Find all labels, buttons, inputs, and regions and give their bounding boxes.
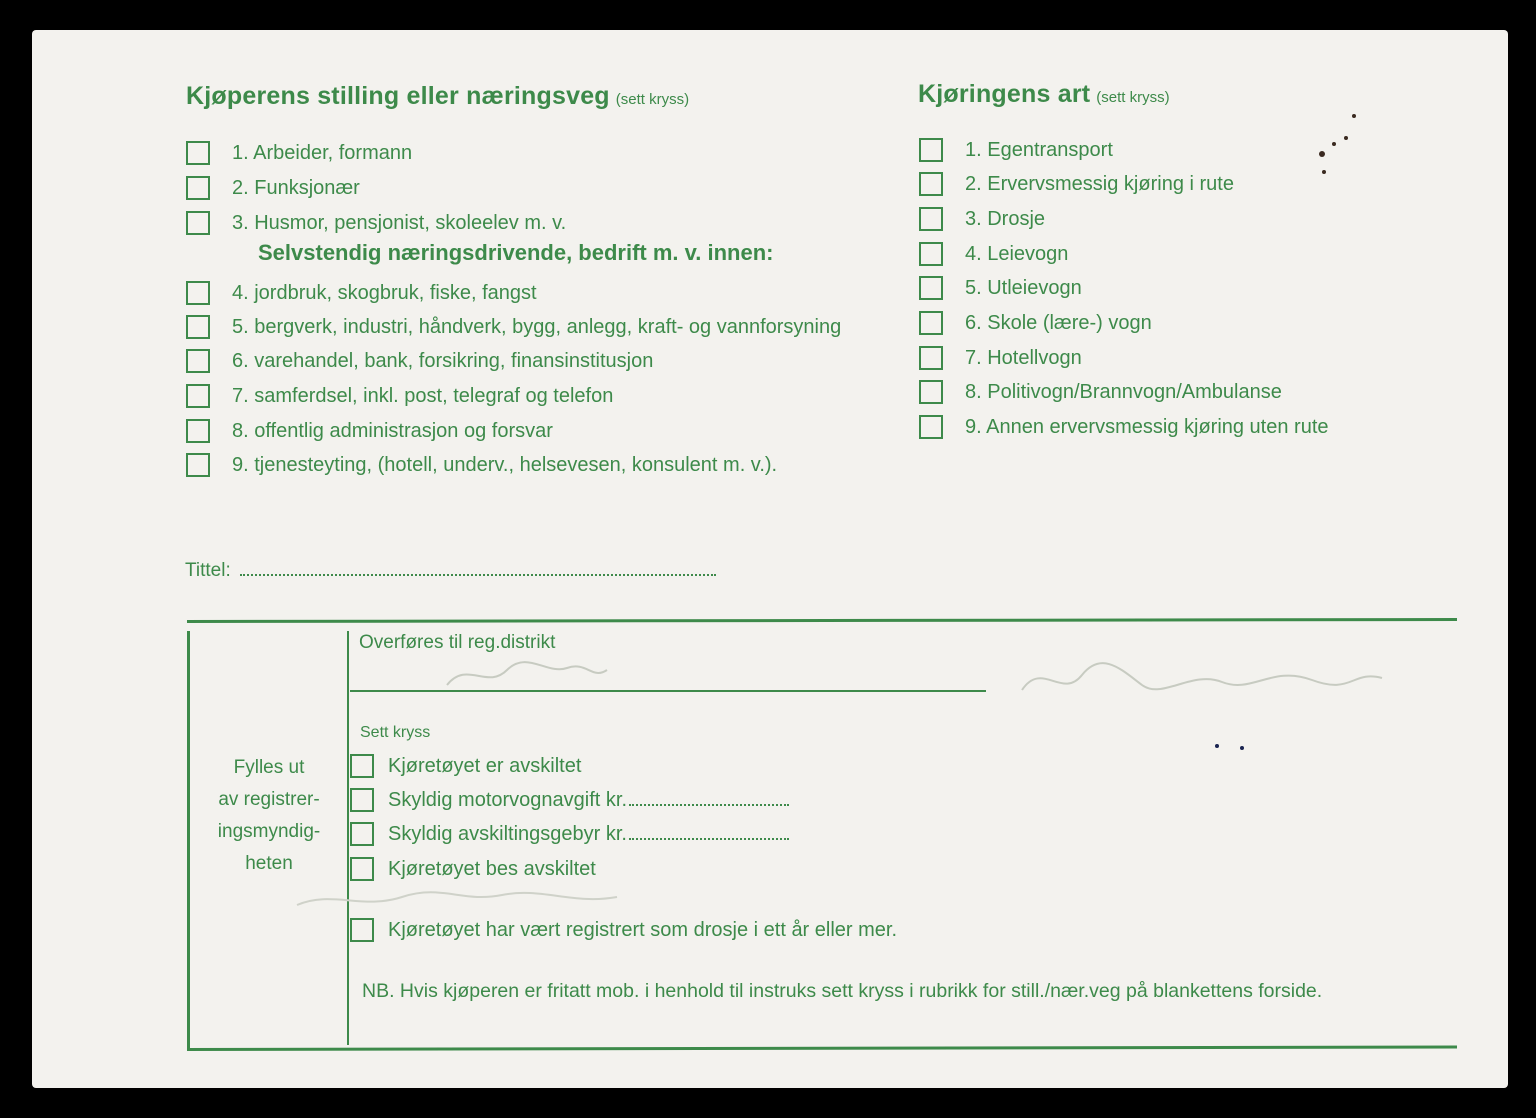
tittel-dotted-line[interactable]	[240, 574, 716, 576]
left-item[interactable]	[186, 312, 841, 342]
side-label-line: av registrer-	[218, 789, 320, 810]
checkbox[interactable]	[186, 419, 210, 443]
right-item[interactable]	[919, 169, 1234, 199]
checkbox[interactable]	[186, 141, 210, 165]
left-item[interactable]	[186, 138, 412, 168]
left-heading	[186, 82, 689, 111]
right-item-label: 2. Ervervsmessig kjøring i rute	[965, 172, 1234, 195]
left-item[interactable]	[186, 416, 553, 446]
left-item-label: 2. Funksjonær	[232, 176, 360, 199]
checkbox[interactable]	[919, 242, 943, 266]
check-item[interactable]	[350, 915, 897, 945]
box-bottom-border	[187, 1046, 1457, 1051]
left-item-label: 4. jordbruk, skogbruk, fiske, fangst	[232, 281, 537, 304]
side-label-line: ingsmyndig-	[217, 821, 321, 842]
nb-note: NB. Hvis kjøperen er fritatt mob. i henhold til instruks sett kryss i rubrikk for still./nær.veg på blankettens forside.	[362, 980, 1323, 1002]
avskiltingsgebyr-input[interactable]	[629, 838, 789, 840]
checkbox[interactable]	[350, 918, 374, 942]
bleed-through-handwriting	[442, 650, 612, 700]
left-heading-note: (sett kryss)	[615, 91, 690, 108]
left-item[interactable]	[186, 346, 653, 376]
checkbox[interactable]	[186, 176, 210, 200]
right-item-label: 4. Leievogn	[965, 242, 1069, 265]
right-heading	[918, 80, 1170, 109]
check-label: Kjøretøyet er avskiltet	[388, 754, 582, 777]
right-item[interactable]	[919, 135, 1113, 165]
checkbox[interactable]	[350, 822, 374, 846]
bleed-through-handwriting	[1012, 640, 1392, 710]
right-item[interactable]	[919, 239, 1068, 269]
right-item-label: 1. Egentransport	[965, 138, 1113, 161]
checkbox[interactable]	[919, 207, 943, 231]
left-item-label: 5. bergverk, industri, håndverk, bygg, anlegg, kraft- og vannforsyning	[232, 315, 842, 338]
left-item-label: 8. offentlig administrasjon og forsvar	[232, 419, 553, 442]
side-label-line: Fylles ut	[233, 757, 305, 778]
right-item[interactable]	[919, 343, 1082, 373]
checkbox[interactable]	[186, 211, 210, 235]
checkbox[interactable]	[186, 349, 210, 373]
left-item[interactable]	[186, 208, 566, 238]
checkbox[interactable]	[919, 172, 943, 196]
bleed-through-handwriting	[292, 875, 622, 915]
check-item[interactable]	[350, 751, 581, 781]
checkbox[interactable]	[186, 384, 210, 408]
checkbox[interactable]	[186, 281, 210, 305]
right-item-label: 7. Hotellvogn	[965, 346, 1082, 369]
motorvognavgift-input[interactable]	[629, 804, 789, 806]
left-subheading: Selvstendig næringsdrivende, bedrift m. v. innen:	[258, 240, 774, 265]
side-label-line: heten	[245, 853, 293, 874]
left-item-label: 1. Arbeider, formann	[232, 141, 413, 164]
left-heading-text: Kjøperens stilling eller næringsveg	[186, 82, 610, 110]
right-item[interactable]	[919, 412, 1329, 442]
right-item[interactable]	[919, 204, 1045, 234]
checkbox[interactable]	[919, 380, 943, 404]
transfer-label: Overføres til reg.distrikt	[359, 632, 556, 653]
left-item-label: 3. Husmor, pensjonist, skoleelev m. v.	[232, 211, 567, 234]
left-item[interactable]	[186, 450, 777, 480]
sett-kryss-label: Sett kryss	[360, 724, 431, 741]
checkbox[interactable]	[186, 315, 210, 339]
ink-mark	[1212, 736, 1252, 756]
right-item-label: 8. Politivogn/Brannvogn/Ambulanse	[965, 380, 1282, 403]
left-item-label: 7. samferdsel, inkl. post, telegraf og telefon	[232, 384, 614, 407]
checkbox[interactable]	[919, 415, 943, 439]
left-item[interactable]	[186, 381, 613, 411]
checkbox[interactable]	[919, 138, 943, 162]
checkbox[interactable]	[919, 311, 943, 335]
check-label: Kjøretøyet har vært registrert som drosje i ett år eller mer.	[388, 918, 898, 941]
check-label: Skyldig motorvognavgift kr.	[388, 788, 627, 811]
right-item-label: 5. Utleievogn	[965, 276, 1082, 299]
check-label: Kjøretøyet bes avskiltet	[388, 857, 596, 880]
right-item-label: 6. Skole (lære-) vogn	[965, 311, 1152, 334]
right-heading-text: Kjøringens art	[918, 80, 1091, 108]
form-sheet	[32, 30, 1508, 1088]
right-heading-note: (sett kryss)	[1096, 89, 1170, 106]
check-label: Skyldig avskiltingsgebyr kr.	[388, 822, 627, 845]
right-item[interactable]	[919, 308, 1152, 338]
check-item[interactable]	[350, 819, 789, 849]
tittel-label: Tittel:	[185, 560, 231, 581]
checkbox[interactable]	[919, 276, 943, 300]
ink-mark	[1310, 110, 1370, 180]
left-item[interactable]	[186, 173, 360, 203]
checkbox[interactable]	[350, 788, 374, 812]
left-item-label: 6. varehandel, bank, forsikring, finansinstitusjon	[232, 349, 654, 372]
box-top-border	[187, 618, 1457, 623]
tittel-field[interactable]	[185, 560, 716, 582]
checkbox[interactable]	[919, 346, 943, 370]
checkbox[interactable]	[186, 453, 210, 477]
left-item-label: 9. tjenesteyting, (hotell, underv., helsevesen, konsulent m. v.).	[232, 453, 778, 476]
check-item[interactable]	[350, 785, 789, 815]
right-item-label: 3. Drosje	[965, 207, 1046, 230]
left-item[interactable]	[186, 278, 537, 308]
checkbox[interactable]	[350, 754, 374, 778]
right-item[interactable]	[919, 377, 1282, 407]
right-item[interactable]	[919, 273, 1082, 303]
side-label	[190, 752, 348, 880]
right-item-label: 9. Annen ervervsmessig kjøring uten rute	[965, 415, 1329, 438]
